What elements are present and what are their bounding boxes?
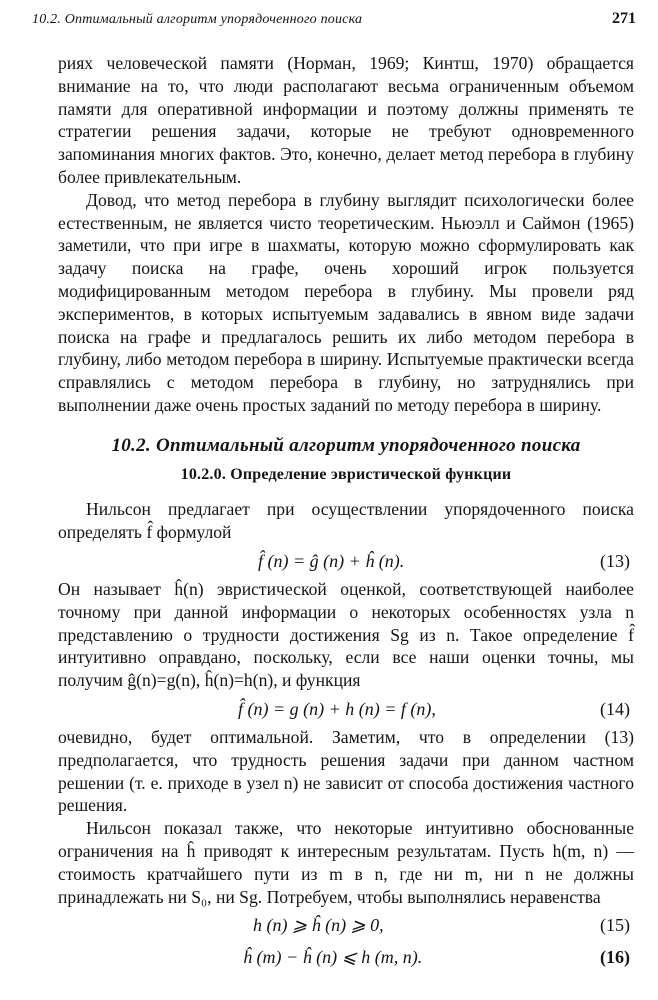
formula-13-number: (13) (600, 550, 630, 571)
page-body (58, 52, 634, 974)
section-heading: 10.2. Оптимальный алгоритм упорядоченного поиска (111, 434, 581, 456)
formula-13-expression: f̂ (n) = ĝ (n) + ĥ (n). (258, 550, 405, 571)
formula-14-number: (14) (600, 698, 630, 719)
formula-15-number: (15) (600, 915, 630, 936)
page-header (32, 10, 636, 28)
paragraph-4: Он называет ĥ(n) эвристической оценкой, соответствующей наиболее точному при данной информации о некоторых особенностях узла n представлению о трудности достижения Sg из n. Такое определение f̂ интуитивно оправдано, поскольку, если все наши оценки точны, мы получим ĝ(n)=g(n), ĥ(n)=h(n), и функция (58, 578, 634, 691)
paragraph-6: Нильсон показал также, что некоторые интуитивно обоснованные ограничения на ĥ приводят к интересным результатам. Пусть h(m, n) — стоимость кратчайшего пути из m в n, где ни m, ни n не должны принадлежать ни S₀, ни Sg. Потребуем, чтобы выполнялись неравенства (58, 818, 634, 907)
paragraph-3: Нильсон предлагает при осуществлении упорядоченного поиска определять f̂ формулой (58, 499, 634, 543)
running-title: 10.2. Оптимальный алгоритм упорядоченного поиска (32, 12, 363, 27)
page-number: 271 (612, 10, 636, 27)
formula-16-expression: ĥ (m) − ĥ (n) ⩽ h (m, n). (243, 947, 423, 968)
paragraph-5: очевидно, будет оптимальной. Заметим, что в определении (13) предполагается, что трудность решения задачи при данном частном решении (т. е. приходе в узел n) не зависит от способа достижения частного решения. (58, 726, 634, 816)
formula-14-expression: f̂ (n) = g (n) + h (n) = f (n), (238, 698, 436, 719)
paragraph-1: риях человеческой памяти (Норман, 1969; Кинтш, 1970) обращается внимание на то, что люди располагают весьма ограниченным объемом памяти для оперативной информации и поэтому должны применять те стратегии решения задачи, которые не требуют одновременного запоминания многих фактов. Это, конечно, делает метод перебора в глубину более привлекательным. (58, 53, 634, 187)
formula-16 (58, 942, 634, 972)
formula-15 (58, 910, 634, 940)
paragraph-2: Довод, что метод перебора в глубину выглядит психологически более естественным, не является чисто теоретическим. Ньюэлл и Саймон (1965) заметили, что при игре в шахматы, которую можно сформулировать как задачу поиска на графе, очень хороший игрок пользуется модифицированным методом перебора в глубину. Мы провели ряд экспериментов, в которых испытуемым задавались в явном виде задачи поиска на графе и предлагалось решить их либо методом перебора в глубину, либо методом перебора в ширину. Испытуемые практически всегда справлялись с методом перебора в глубину, но затруднялись при выполнении даже очень простых заданий по методу перебора в ширину. (58, 189, 634, 415)
formula-16-number: (16) (600, 947, 630, 968)
formula-15-expression: h (n) ⩾ ĥ (n) ⩾ 0, (253, 915, 384, 936)
formula-14 (58, 694, 634, 724)
formula-13 (58, 546, 634, 576)
subsection-heading: 10.2.0. Определение эвристической функции (180, 465, 512, 483)
